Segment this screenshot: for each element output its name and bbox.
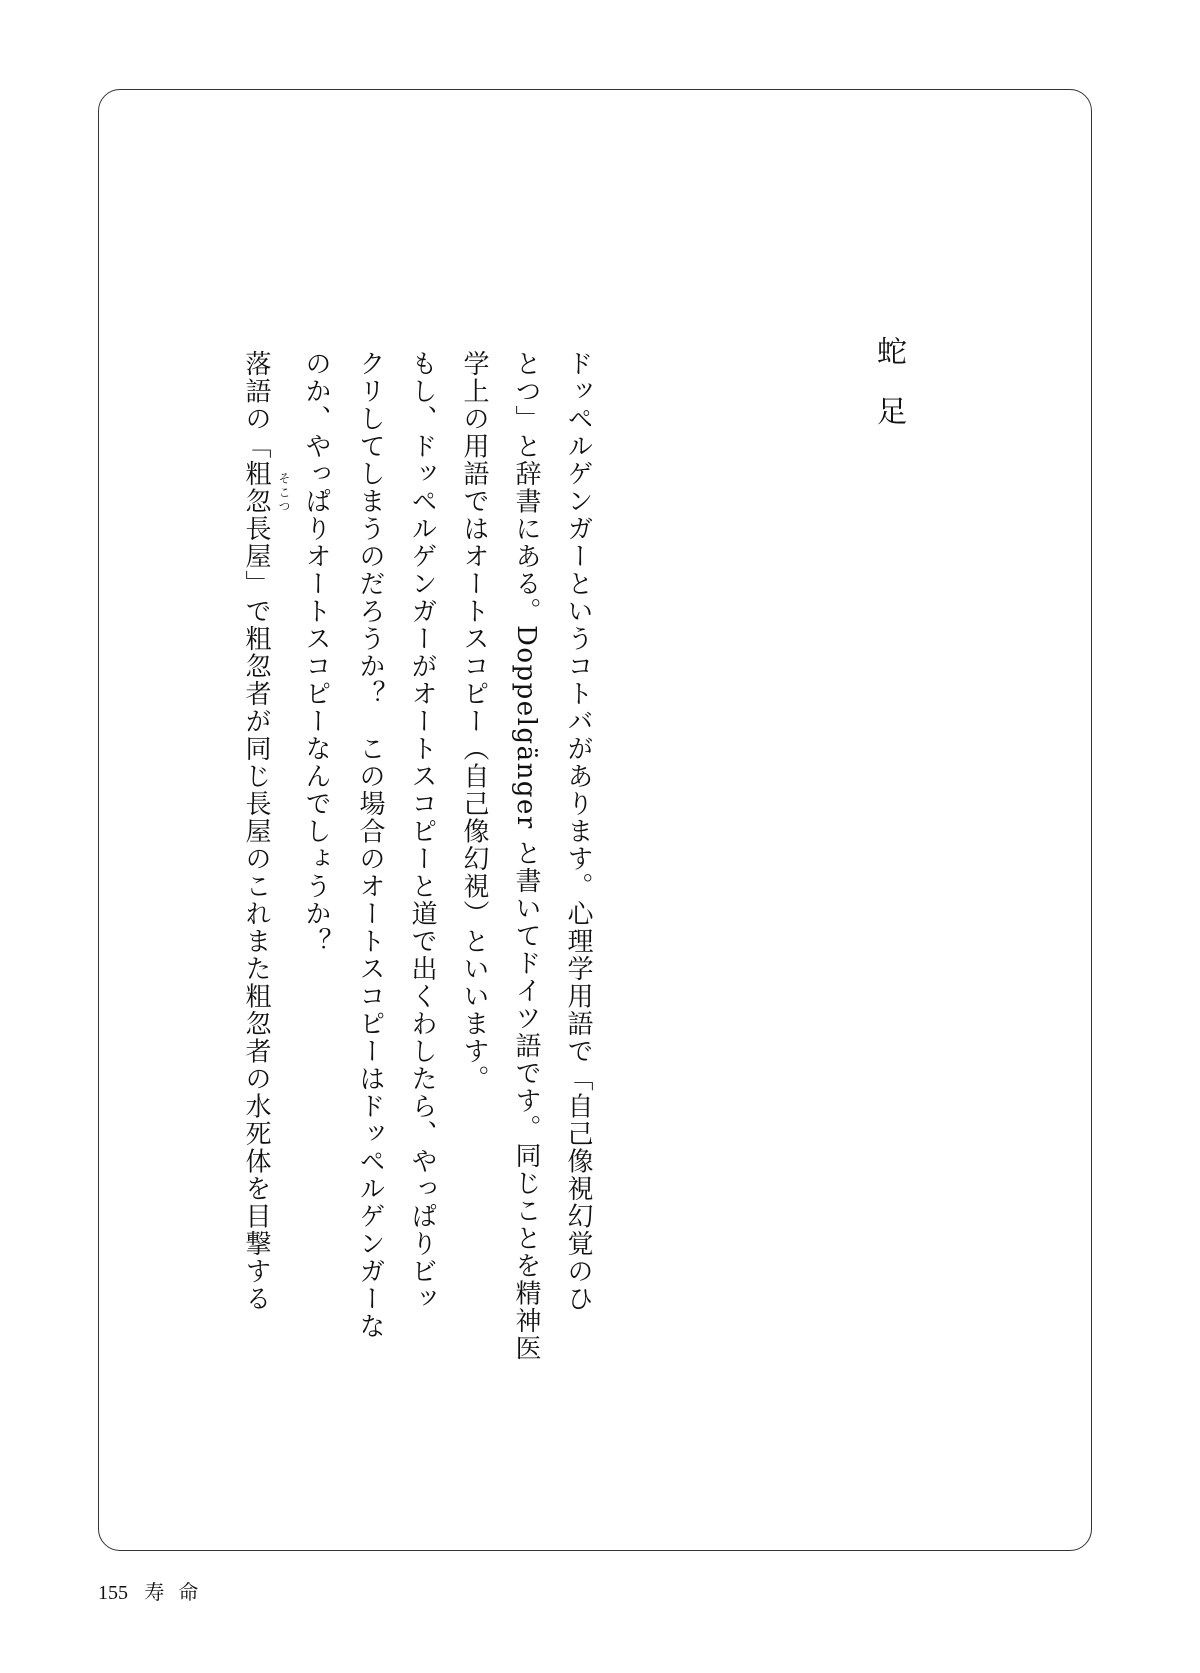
body-column-6: のか、やっぱりオートスコピーなんでしょうか？ bbox=[301, 350, 331, 955]
chapter-title: 寿命 bbox=[144, 1580, 213, 1604]
page-footer bbox=[98, 1578, 212, 1606]
body-column-3: 学上の用語ではオートスコピー（自己像幻視）といいます。 bbox=[459, 350, 489, 1093]
body-column-1: ドッペルゲンガーというコトバがあります。心理学用語で「自己像視幻覚のひ bbox=[563, 350, 593, 1313]
section-title bbox=[872, 335, 912, 430]
body-column-4: もし、ドッペルゲンガーがオートスコピーと道で出くわしたら、やっぱりビッ bbox=[407, 350, 437, 1313]
section-title-char-1: 蛇 bbox=[877, 335, 907, 370]
furigana-annotation: そこつ bbox=[277, 472, 291, 514]
section-title-char-2: 足 bbox=[877, 395, 907, 430]
body-column-7: 落語の「粗忽長屋」で粗忽者が同じ長屋のこれまた粗忽者の水死体を目撃する bbox=[241, 350, 271, 1313]
body-column-2: とつ」と辞書にある。Doppelgänger と書いてドイツ語です。同じことを精神医 bbox=[511, 350, 541, 1363]
body-column-5: クリしてしまうのだろうか？ この場合のオートスコピーはドッペルゲンガーな bbox=[355, 350, 385, 1340]
page-number: 155 bbox=[98, 1582, 128, 1604]
